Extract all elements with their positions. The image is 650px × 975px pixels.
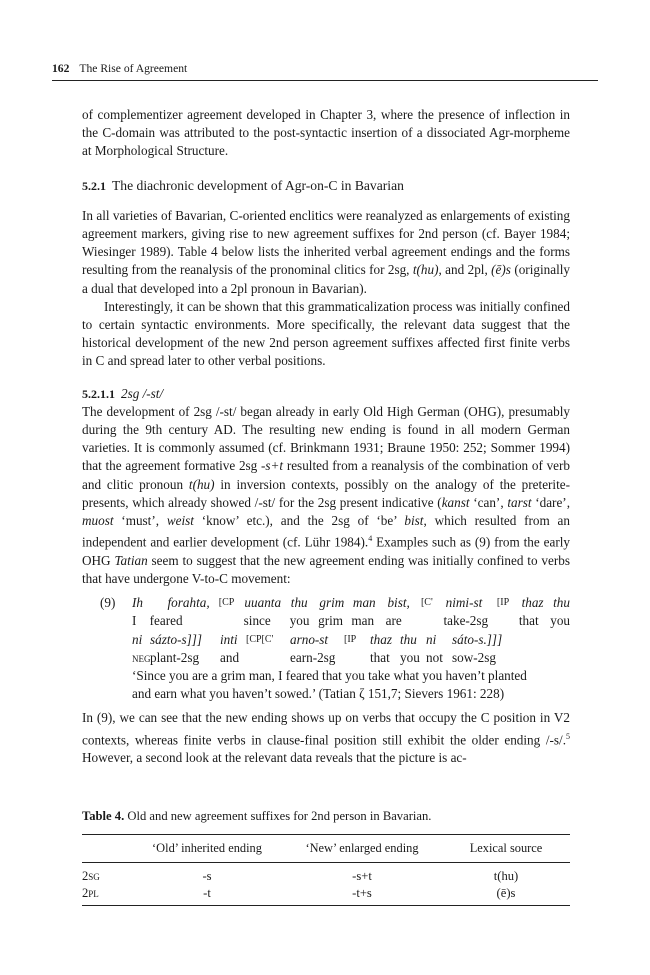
table-cell: -t+s: [352, 886, 372, 900]
example-translation-2: and earn what you haven’t sowed.’ (Tatian ζ 151,7; Sievers 1961: 228): [132, 686, 505, 702]
paragraph-4: The development of 2sg /-st/ began already in early Old High German (OHG), presumably during the 9th century AD. The resulting new ending is found in all modern German varieties. It is commonly assumed (cf. Brinkmann 1931; Braune 1950: 252; Sommer 1994) that the agreement formative 2sg -s+t resulted from a reanalysis of the combination of verb and clitic pronoun t(hu) in inversion contexts, possibly on the analogy of the preterite-presents, which already showed /-st/ for the 2sg present indicative (kanst ‘can’, tarst ‘dare’, muost ‘must’, weist ‘know’ etc.), and the 2sg of ‘be’ bist, which resulted from an independent and earlier development (cf. Lühr 1984).$^4$ Examples such as (9) from the early OHG Tatian seem to suggest that the new agreement ending was initially confined to verbs that have undergone V-to-C movement:: [82, 403, 571, 587]
table-header: ‘New’ enlarged ending: [305, 841, 419, 855]
table-header: [82, 835, 132, 863]
table-cell: -s+t: [352, 869, 372, 883]
table-row: [82, 863, 570, 886]
example-gloss-1: I feared since you grim man are take-2sg that you: [132, 613, 570, 629]
table-header: ‘Old’ inherited ending: [152, 841, 262, 855]
table-row: [82, 885, 570, 906]
running-title: The Rise of Agreement: [79, 62, 188, 75]
paragraph-3: Interestingly, it can be shown that this grammaticalization process was initially confined to certain syntactic environments. More specifically, the relevant data suggest that the historical development of the new 2nd person agreement suffixes affected first finite verbs in C and spread later to other verbal positions.: [82, 298, 570, 369]
table-header: Lexical source: [469, 841, 543, 855]
table-cell: 2sg: [82, 869, 100, 883]
table-cell: -t: [203, 886, 211, 900]
table-caption: [82, 809, 570, 824]
subsection-heading: [82, 385, 570, 403]
footnote-ref-4[interactable]: 4: [368, 534, 373, 544]
footnote-ref-5[interactable]: 5: [566, 731, 570, 741]
subsection-title: 2sg /-st/: [121, 385, 164, 401]
table-caption-text: Old and new agreement suffixes for 2nd person in Bavarian.: [127, 809, 432, 823]
running-header: [52, 62, 598, 81]
table-cell: (ē)s: [496, 886, 516, 900]
example-line-1: Ih forahta, [CP uuanta thu grim man bist, [C' nimi-st [IP thaz thu: [132, 595, 570, 611]
example-number: (9): [100, 595, 116, 611]
table-header-row: [82, 835, 570, 863]
example-gloss-2: neg plant-2sg and earn-2sg that you not sow-2sg: [132, 649, 496, 665]
paragraph-5: In (9), we can see that the new ending shows up on verbs that occupy the C position in V2 contexts, whereas finite verbs in clause-final position still exhibit the older ending /-s/.$^5$ However, a second look at the relevant data reveals that the picture is ac-: [82, 710, 570, 766]
section-number: 5.2.1: [82, 178, 106, 193]
example-translation-1: ‘Since you are a grim man, I feared that you take what you haven’t planted: [132, 668, 527, 684]
example-line-2: ni sázto-s]]] inti [CP[C' arno-st [IP thaz thu ni sáto-s.]]]: [132, 631, 503, 647]
body-text: [82, 106, 570, 767]
paragraph-2: In all varieties of Bavarian, C-oriented enclitics were reanalyzed as enlargements of existing agreement markers, giving rise to new agreement suffixes for 2nd person (cf. Bayer 1984; Wiesinger 1989). Table 4 below lists the inherited verbal agreement endings and the forms resulting from the reanalysis of the pronominal clitics for 2sg, t(hu), and 2pl, (ē)s (originally a dual that developed into a 2pl pronoun in Bavarian).: [82, 207, 570, 296]
table-caption-label: Table 4.: [82, 809, 125, 823]
suffix-table: [82, 834, 570, 906]
table-cell: 2pl: [82, 886, 99, 900]
subsection-number: 5.2.1.1: [82, 386, 115, 401]
table-cell: t(hu): [493, 869, 519, 883]
table-cell: -s: [202, 869, 212, 883]
section-title: The diachronic development of Agr-on-C in Bavarian: [112, 177, 404, 193]
section-heading: [82, 177, 570, 195]
table-4: [82, 809, 570, 906]
paragraph-1: of complementizer agreement developed in Chapter 3, where the presence of inflection in the C-domain was attributed to the post-syntactic insertion of a dissociated Agr-morpheme at Morphological Structure.: [82, 107, 570, 159]
page-number: 162: [52, 62, 70, 75]
example-9: [82, 594, 570, 703]
